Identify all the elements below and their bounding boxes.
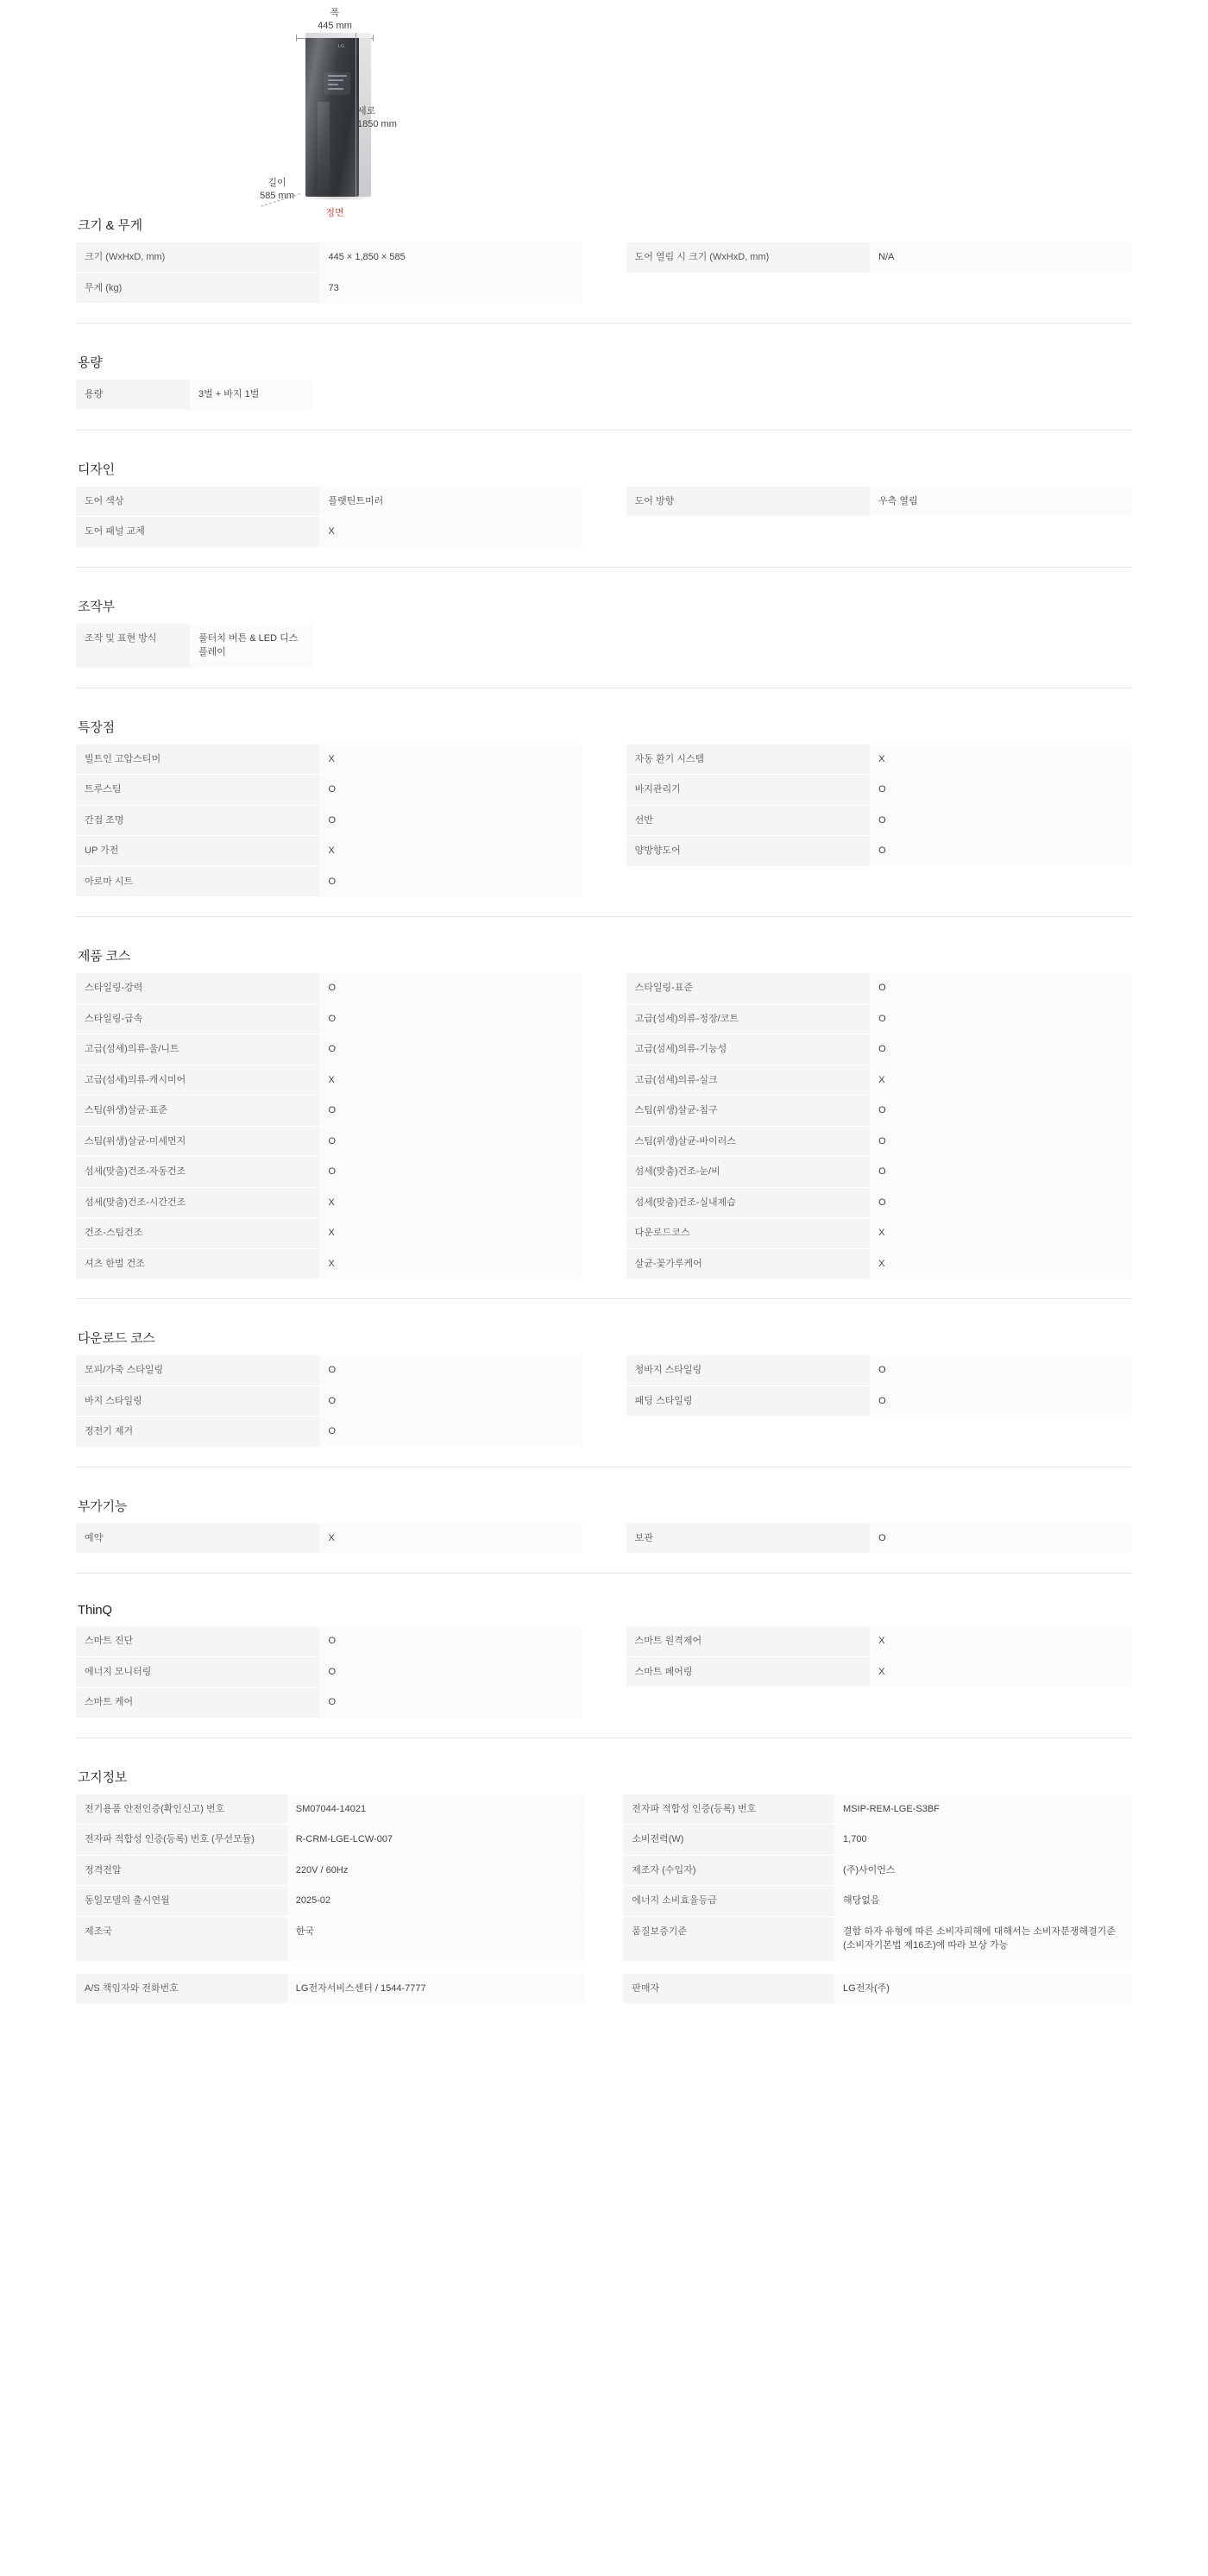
spec-label: 보관 — [626, 1524, 870, 1554]
spec-label: 모피/가죽 스타일링 — [76, 1355, 319, 1385]
section-divider — [76, 1573, 1132, 1574]
spec-value: 우측 열림 — [870, 487, 1132, 517]
spec-value: 플랫틴트미러 — [319, 487, 582, 517]
table-row — [76, 273, 1132, 304]
spec-value: O — [319, 1355, 582, 1385]
spec-label: 스마트 원격제어 — [626, 1626, 870, 1656]
section-title: 다운로드 코스 — [78, 1331, 155, 1346]
column-gap — [585, 1794, 624, 1825]
column-gap — [312, 624, 333, 669]
dimension-width-label — [300, 7, 369, 33]
spec-empty-cell — [333, 624, 733, 669]
spec-label: 스마트 케어 — [76, 1687, 319, 1718]
spec-value: O — [319, 1687, 582, 1718]
spec-value: X — [870, 1065, 1132, 1096]
spec-label: UP 가전 — [76, 836, 319, 867]
column-gap — [582, 1187, 626, 1218]
dimension-height-title: 세로 — [357, 106, 376, 116]
spec-label: 판매자 — [623, 1974, 834, 2004]
spec-empty-cell — [333, 380, 733, 410]
section-title: 제품 코스 — [78, 949, 131, 964]
spec-label: 섬세(맞춤)건조-시간건조 — [76, 1187, 319, 1218]
spec-label: 스타일링-표준 — [626, 973, 870, 1003]
spec-label: 고급(섬세)의류-정장/코트 — [626, 1003, 870, 1034]
spec-value: O — [870, 1187, 1132, 1218]
spec-label: 도어 방향 — [626, 487, 870, 517]
table-row — [76, 1417, 1132, 1448]
spec-label: 예약 — [76, 1524, 319, 1554]
spec-label: 스팀(위생)살균-표준 — [76, 1096, 319, 1127]
spec-value: O — [319, 775, 582, 806]
spec-label: 양방향도어 — [626, 836, 870, 867]
spec-value: O — [870, 836, 1132, 867]
spec-label: 섬세(맞춤)건조-자동건조 — [76, 1157, 319, 1188]
spec-label: 스팀(위생)살균-침구 — [626, 1096, 870, 1127]
table-row — [76, 1687, 1132, 1718]
spec-label: 고급(섬세)의류-실크 — [626, 1065, 870, 1096]
styler-top-cap — [305, 33, 371, 38]
table-row — [76, 624, 1132, 669]
spec-label: 건조-스팀건조 — [76, 1218, 319, 1249]
column-gap — [582, 1248, 626, 1279]
spec-section — [76, 460, 1132, 568]
spec-label: 용량 — [76, 380, 190, 410]
column-gap — [582, 1417, 626, 1448]
spec-label: 스타일링-급속 — [76, 1003, 319, 1034]
dimension-width-value: 445 mm — [318, 20, 352, 31]
spec-empty-cell — [733, 380, 1132, 410]
spec-label: 에너지 모니터링 — [76, 1656, 319, 1687]
spec-section — [76, 1497, 1132, 1574]
column-gap — [585, 1916, 624, 1961]
spec-label: 에너지 소비효율등급 — [623, 1886, 834, 1917]
spec-value: O — [870, 1034, 1132, 1065]
spec-label: 선반 — [626, 805, 870, 836]
spec-empty-cell — [870, 1417, 1132, 1448]
spec-label: 조작 및 표현 방식 — [76, 624, 190, 669]
spec-value: O — [870, 973, 1132, 1003]
spec-table — [76, 1626, 1132, 1718]
column-gap — [582, 1096, 626, 1127]
spec-value: O — [319, 1003, 582, 1034]
column-gap — [312, 380, 333, 410]
section-notice — [76, 1768, 1132, 2005]
spec-value: O — [319, 1385, 582, 1417]
section-title: 용량 — [78, 355, 103, 370]
spec-table — [76, 1524, 1132, 1555]
column-gap — [585, 1825, 624, 1856]
section-title: 특장점 — [78, 719, 115, 735]
spec-value: O — [319, 1417, 582, 1448]
spec-empty-cell — [626, 517, 870, 548]
table-row — [76, 1218, 1132, 1249]
spec-label: 바지관리기 — [626, 775, 870, 806]
spec-value: X — [870, 1656, 1132, 1687]
column-gap — [582, 487, 626, 517]
spec-value: 한국 — [287, 1916, 585, 1961]
spec-value: 220V / 60Hz — [287, 1855, 585, 1886]
dimension-depth-label — [250, 177, 304, 203]
column-gap — [582, 775, 626, 806]
column-gap — [582, 973, 626, 1003]
spec-value: O — [870, 805, 1132, 836]
spec-value: N/A — [870, 242, 1132, 273]
spec-label: 청바지 스타일링 — [626, 1355, 870, 1385]
column-gap — [582, 805, 626, 836]
spec-value: X — [319, 1248, 582, 1279]
column-gap — [582, 1385, 626, 1417]
styler-door-reflection — [318, 102, 330, 192]
section-title: 부가기능 — [78, 1498, 128, 1514]
spec-value: 해당없음 — [834, 1886, 1132, 1917]
section-divider — [76, 323, 1132, 324]
spec-value: O — [319, 1626, 582, 1656]
spec-label: 간접 조명 — [76, 805, 319, 836]
dimension-height-label — [357, 105, 397, 131]
table-row — [76, 973, 1132, 1003]
spec-label: 살균-꽃가루케어 — [626, 1248, 870, 1279]
brand-logo: LG — [338, 44, 345, 49]
styler-control-panel — [324, 72, 350, 95]
section-title-notice: 고지정보 — [78, 1769, 128, 1785]
spec-value: O — [870, 1355, 1132, 1385]
column-gap — [582, 1656, 626, 1687]
spec-value: O — [319, 1096, 582, 1127]
spec-label: 스팀(위생)살균-바이러스 — [626, 1126, 870, 1157]
column-gap — [582, 1003, 626, 1034]
column-gap — [582, 745, 626, 775]
spec-label: 제조국 — [76, 1916, 287, 1961]
spec-label: 자동 환기 시스템 — [626, 745, 870, 775]
section-divider — [76, 1298, 1132, 1299]
spec-value: 풀터치 버튼 & LED 디스플레이 — [190, 624, 312, 669]
spec-label: 아로마 시트 — [76, 866, 319, 897]
table-row — [76, 1855, 1132, 1886]
table-row — [76, 1974, 1132, 2004]
spec-value: O — [870, 1003, 1132, 1034]
column-gap — [582, 1524, 626, 1554]
spec-table — [76, 624, 1132, 669]
spec-value: MSIP-REM-LGE-S3BF — [834, 1794, 1132, 1825]
spec-value: O — [870, 1385, 1132, 1417]
spec-value: O — [319, 1126, 582, 1157]
spec-value: X — [319, 1065, 582, 1096]
spec-value: O — [870, 1524, 1132, 1554]
spec-label: 바지 스타일링 — [76, 1385, 319, 1417]
spec-value: (주)사이언스 — [834, 1855, 1132, 1886]
column-gap — [585, 1855, 624, 1886]
table-row — [76, 242, 1132, 273]
spec-empty-cell — [626, 866, 870, 897]
spec-value: LG전자(주) — [834, 1974, 1132, 2004]
table-row — [76, 775, 1132, 806]
spec-value: X — [870, 1248, 1132, 1279]
spec-value: X — [319, 1218, 582, 1249]
spec-value: X — [319, 1187, 582, 1218]
spec-empty-cell — [870, 273, 1132, 304]
section-divider — [76, 1737, 1132, 1738]
notice-footer-table — [76, 1974, 1132, 2005]
spec-value: O — [319, 866, 582, 897]
section-title: 디자인 — [78, 462, 115, 477]
spec-section — [76, 718, 1132, 918]
spec-value: O — [319, 1157, 582, 1188]
spec-label: 도어 열림 시 크기 (WxHxD, mm) — [626, 242, 870, 273]
spec-table — [76, 1355, 1132, 1448]
spec-value: LG전자서비스센터 / 1544-7777 — [287, 1974, 585, 2004]
spec-empty-cell — [626, 1417, 870, 1448]
spec-empty-cell — [870, 866, 1132, 897]
spec-value: O — [870, 1157, 1132, 1188]
spec-label: 전자파 적합성 인증(등록) 번호 — [623, 1794, 834, 1825]
table-row — [76, 1187, 1132, 1218]
spec-value: 1,700 — [834, 1825, 1132, 1856]
spec-value: R-CRM-LGE-LCW-007 — [287, 1825, 585, 1856]
spec-table — [76, 380, 1132, 411]
styler-shadow — [300, 196, 374, 200]
table-row — [76, 1825, 1132, 1856]
spec-label: 크기 (WxHxD, mm) — [76, 242, 319, 273]
spec-empty-cell — [733, 624, 1132, 669]
spec-label: 품질보증기준 — [623, 1916, 834, 1961]
spec-label: 정격전압 — [76, 1855, 287, 1886]
spec-value: 73 — [319, 273, 582, 304]
table-row — [76, 380, 1132, 410]
column-gap — [582, 836, 626, 867]
spec-label: 스팀(위생)살균-미세먼지 — [76, 1126, 319, 1157]
section-title: ThinQ — [78, 1603, 112, 1618]
table-row — [76, 1916, 1132, 1961]
spec-section — [76, 597, 1132, 688]
column-gap — [585, 1886, 624, 1917]
spec-empty-cell — [870, 1687, 1132, 1718]
section-title: 크기 & 무게 — [78, 218, 142, 233]
spec-label: A/S 책임자와 전화번호 — [76, 1974, 287, 2004]
table-row — [76, 1248, 1132, 1279]
spec-label: 트루스팀 — [76, 775, 319, 806]
table-row — [76, 1003, 1132, 1034]
spec-empty-cell — [870, 517, 1132, 548]
spec-label: 스타일링-강력 — [76, 973, 319, 1003]
spec-value: X — [319, 517, 582, 548]
column-gap — [582, 242, 626, 273]
spec-table — [76, 242, 1132, 304]
spec-label: 동일모델의 출시연월 — [76, 1886, 287, 1917]
spec-label: 다운로드코스 — [626, 1218, 870, 1249]
spec-sections — [0, 216, 1208, 2085]
dimension-depth-value: 585 mm — [260, 190, 294, 201]
front-view-label: 정면 — [325, 208, 344, 218]
spec-value: 3벌 + 바지 1벌 — [190, 380, 312, 410]
spec-empty-cell — [626, 273, 870, 304]
spec-value: O — [319, 1656, 582, 1687]
dimension-depth-title: 길이 — [267, 178, 286, 188]
table-row — [76, 487, 1132, 517]
column-gap — [582, 517, 626, 548]
spec-value: O — [870, 1096, 1132, 1127]
spec-label: 셔츠 한벌 건조 — [76, 1248, 319, 1279]
column-gap — [582, 1065, 626, 1096]
column-gap — [582, 1218, 626, 1249]
table-row — [76, 1065, 1132, 1096]
spec-label: 스마트 페어링 — [626, 1656, 870, 1687]
spec-value: X — [319, 1524, 582, 1554]
spec-label: 고급(섬세)의류-울/니트 — [76, 1034, 319, 1065]
spec-label: 패딩 스타일링 — [626, 1385, 870, 1417]
table-row — [76, 1626, 1132, 1656]
notice-table — [76, 1794, 1132, 1962]
column-gap — [582, 1157, 626, 1188]
section-divider — [76, 916, 1132, 917]
spec-label: 제조자 (수입자) — [623, 1855, 834, 1886]
table-row — [76, 745, 1132, 775]
spec-label: 전기용품 안전인증(확인신고) 번호 — [76, 1794, 287, 1825]
spec-label: 전자파 적합성 인증(등록) 번호 (무선모듈) — [76, 1825, 287, 1856]
table-row — [76, 866, 1132, 897]
spec-value: O — [319, 805, 582, 836]
spec-label: 빌트인 고압스티머 — [76, 745, 319, 775]
spec-table — [76, 487, 1132, 548]
spec-value: O — [870, 775, 1132, 806]
spec-table — [76, 973, 1132, 1279]
column-gap — [582, 1126, 626, 1157]
table-row — [76, 1157, 1132, 1188]
section-divider — [76, 567, 1132, 568]
spec-label: 도어 패널 교체 — [76, 517, 319, 548]
spec-value: X — [319, 836, 582, 867]
table-row — [76, 517, 1132, 548]
spec-label: 정전기 제거 — [76, 1417, 319, 1448]
dimension-width-title: 폭 — [330, 8, 340, 18]
column-gap — [582, 273, 626, 304]
spec-section — [76, 946, 1132, 1299]
column-gap — [582, 1355, 626, 1385]
spec-value: X — [870, 1218, 1132, 1249]
spec-section — [76, 1329, 1132, 1467]
spec-label: 고급(섬세)의류-기능성 — [626, 1034, 870, 1065]
spec-label: 도어 색상 — [76, 487, 319, 517]
spec-label: 스마트 진단 — [76, 1626, 319, 1656]
column-gap — [582, 866, 626, 897]
dimension-height-line — [355, 33, 356, 197]
spec-value: O — [319, 973, 582, 1003]
table-row — [76, 1656, 1132, 1687]
spec-label: 고급(섬세)의류-캐시미어 — [76, 1065, 319, 1096]
table-row — [76, 1355, 1132, 1385]
spec-value: SM07044-14021 — [287, 1794, 585, 1825]
table-row — [76, 1385, 1132, 1417]
product-diagram — [0, 0, 1208, 216]
table-row — [76, 1096, 1132, 1127]
table-row — [76, 805, 1132, 836]
spec-value: 결함 하자 유형에 따른 소비자피해에 대해서는 소비자분쟁해결기준(소비자기본법 제16조)에 따라 보상 가능 — [834, 1916, 1132, 1961]
spec-section — [76, 353, 1132, 430]
spec-label: 섬세(맞춤)건조-눈/비 — [626, 1157, 870, 1188]
column-gap — [582, 1687, 626, 1718]
spec-empty-cell — [626, 1687, 870, 1718]
spec-value: X — [870, 1626, 1132, 1656]
section-title: 조작부 — [78, 599, 115, 614]
table-row — [76, 1794, 1132, 1825]
spec-label: 소비전력(W) — [623, 1825, 834, 1856]
spec-value: 2025-02 — [287, 1886, 585, 1917]
table-row — [76, 1126, 1132, 1157]
spec-section — [76, 216, 1132, 324]
spec-label: 섬세(맞춤)건조-실내제습 — [626, 1187, 870, 1218]
dimension-height-value: 1850 mm — [357, 118, 397, 129]
column-gap — [582, 1034, 626, 1065]
spec-section — [76, 1603, 1132, 1738]
table-row — [76, 836, 1132, 867]
spec-value: O — [319, 1034, 582, 1065]
table-row — [76, 1524, 1132, 1554]
spec-table — [76, 745, 1132, 898]
spec-value: O — [870, 1126, 1132, 1157]
styler-body — [305, 33, 359, 197]
spec-label: 무게 (kg) — [76, 273, 319, 304]
column-gap — [585, 1974, 624, 2004]
spec-value: X — [319, 745, 582, 775]
spec-value: X — [870, 745, 1132, 775]
column-gap — [582, 1626, 626, 1656]
table-row — [76, 1886, 1132, 1917]
spec-value: 445 × 1,850 × 585 — [319, 242, 582, 273]
table-row — [76, 1034, 1132, 1065]
